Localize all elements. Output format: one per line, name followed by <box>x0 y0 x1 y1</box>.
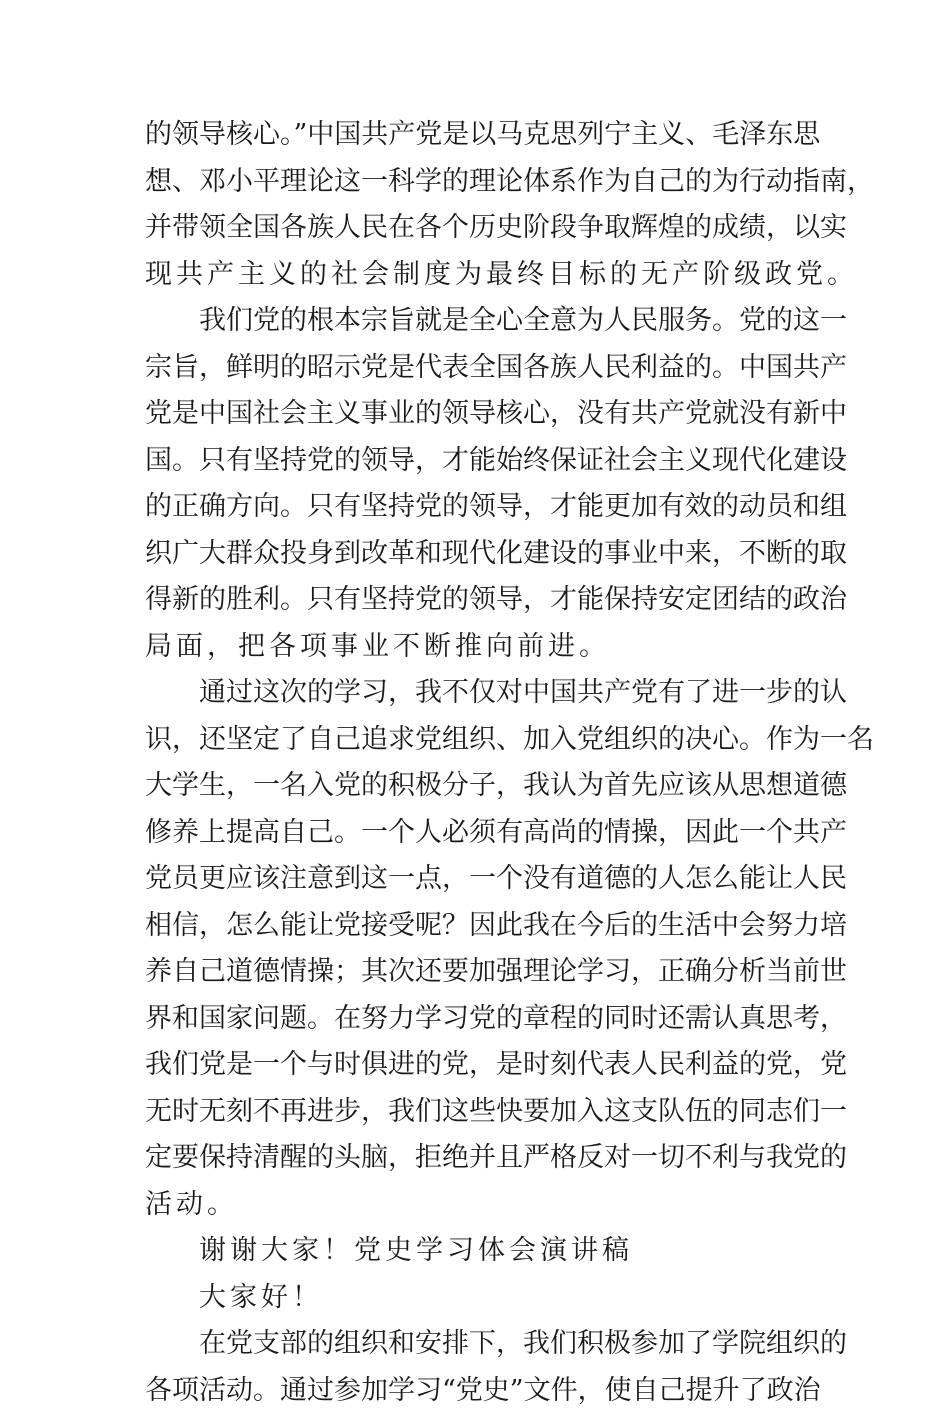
text-line: 我们党是一个与时俱进的党，是时刻代表人民利益的党，党 <box>145 1042 809 1089</box>
text-line: 现共产主义的社会制度为最终目标的无产阶级政党。 <box>145 252 809 299</box>
body-text <box>145 112 809 1414</box>
text-line: 想、邓小平理论这一科学的理论体系作为自己的为行动指南， <box>145 159 809 206</box>
text-line: 各项活动。通过参加学习“党史”文件，使自己提升了政治 <box>145 1368 809 1414</box>
text-line: 党员更应该注意到这一点，一个没有道德的人怎么能让人民 <box>145 856 809 903</box>
text-line: 得新的胜利。只有坚持党的领导，才能保持安定团结的政治 <box>145 577 809 624</box>
text-line: 局面，把各项事业不断推向前进。 <box>145 624 809 671</box>
text-line: 大学生，一名入党的积极分子，我认为首先应该从思想道德 <box>145 763 809 810</box>
text-line: 定要保持清醒的头脑，拒绝并且严格反对一切不利与我党的 <box>145 1135 809 1182</box>
text-line: 识，还坚定了自己追求党组织、加入党组织的决心。作为一名 <box>145 717 809 764</box>
closing-and-heading: 谢谢大家！党史学习体会演讲稿 <box>145 1228 809 1275</box>
text-line: 并带领全国各族人民在各个历史阶段争取辉煌的成绩，以实 <box>145 205 809 252</box>
text-line: 国。只有坚持党的领导，才能始终保证社会主义现代化建设 <box>145 438 809 485</box>
text-line: 养自己道德情操；其次还要加强理论学习，正确分析当前世 <box>145 949 809 996</box>
text-line: 的领导核心。”中国共产党是以马克思列宁主义、毛泽东思 <box>145 112 809 159</box>
text-line: 相信，怎么能让党接受呢？因此我在今后的生活中会努力培 <box>145 903 809 950</box>
paragraph-first-line: 在党支部的组织和安排下，我们积极参加了学院组织的 <box>145 1321 809 1368</box>
text-line: 界和国家问题。在努力学习党的章程的同时还需认真思考， <box>145 996 809 1043</box>
paragraph-first-line: 通过这次的学习，我不仅对中国共产党有了进一步的认 <box>145 670 809 717</box>
text-line: 织广大群众投身到改革和现代化建设的事业中来，不断的取 <box>145 531 809 578</box>
text-line: 修养上提高自己。一个人必须有高尚的情操，因此一个共产 <box>145 810 809 857</box>
text-line: 的正确方向。只有坚持党的领导，才能更加有效的动员和组 <box>145 484 809 531</box>
text-line: 党是中国社会主义事业的领导核心，没有共产党就没有新中 <box>145 391 809 438</box>
paragraph-first-line: 我们党的根本宗旨就是全心全意为人民服务。党的这一 <box>145 298 809 345</box>
text-line: 活动。 <box>145 1182 809 1229</box>
text-line: 无时无刻不再进步，我们这些快要加入这支队伍的同志们一 <box>145 1089 809 1136</box>
greeting: 大家好！ <box>145 1275 809 1322</box>
text-line: 宗旨，鲜明的昭示党是代表全国各族人民利益的。中国共产 <box>145 345 809 392</box>
